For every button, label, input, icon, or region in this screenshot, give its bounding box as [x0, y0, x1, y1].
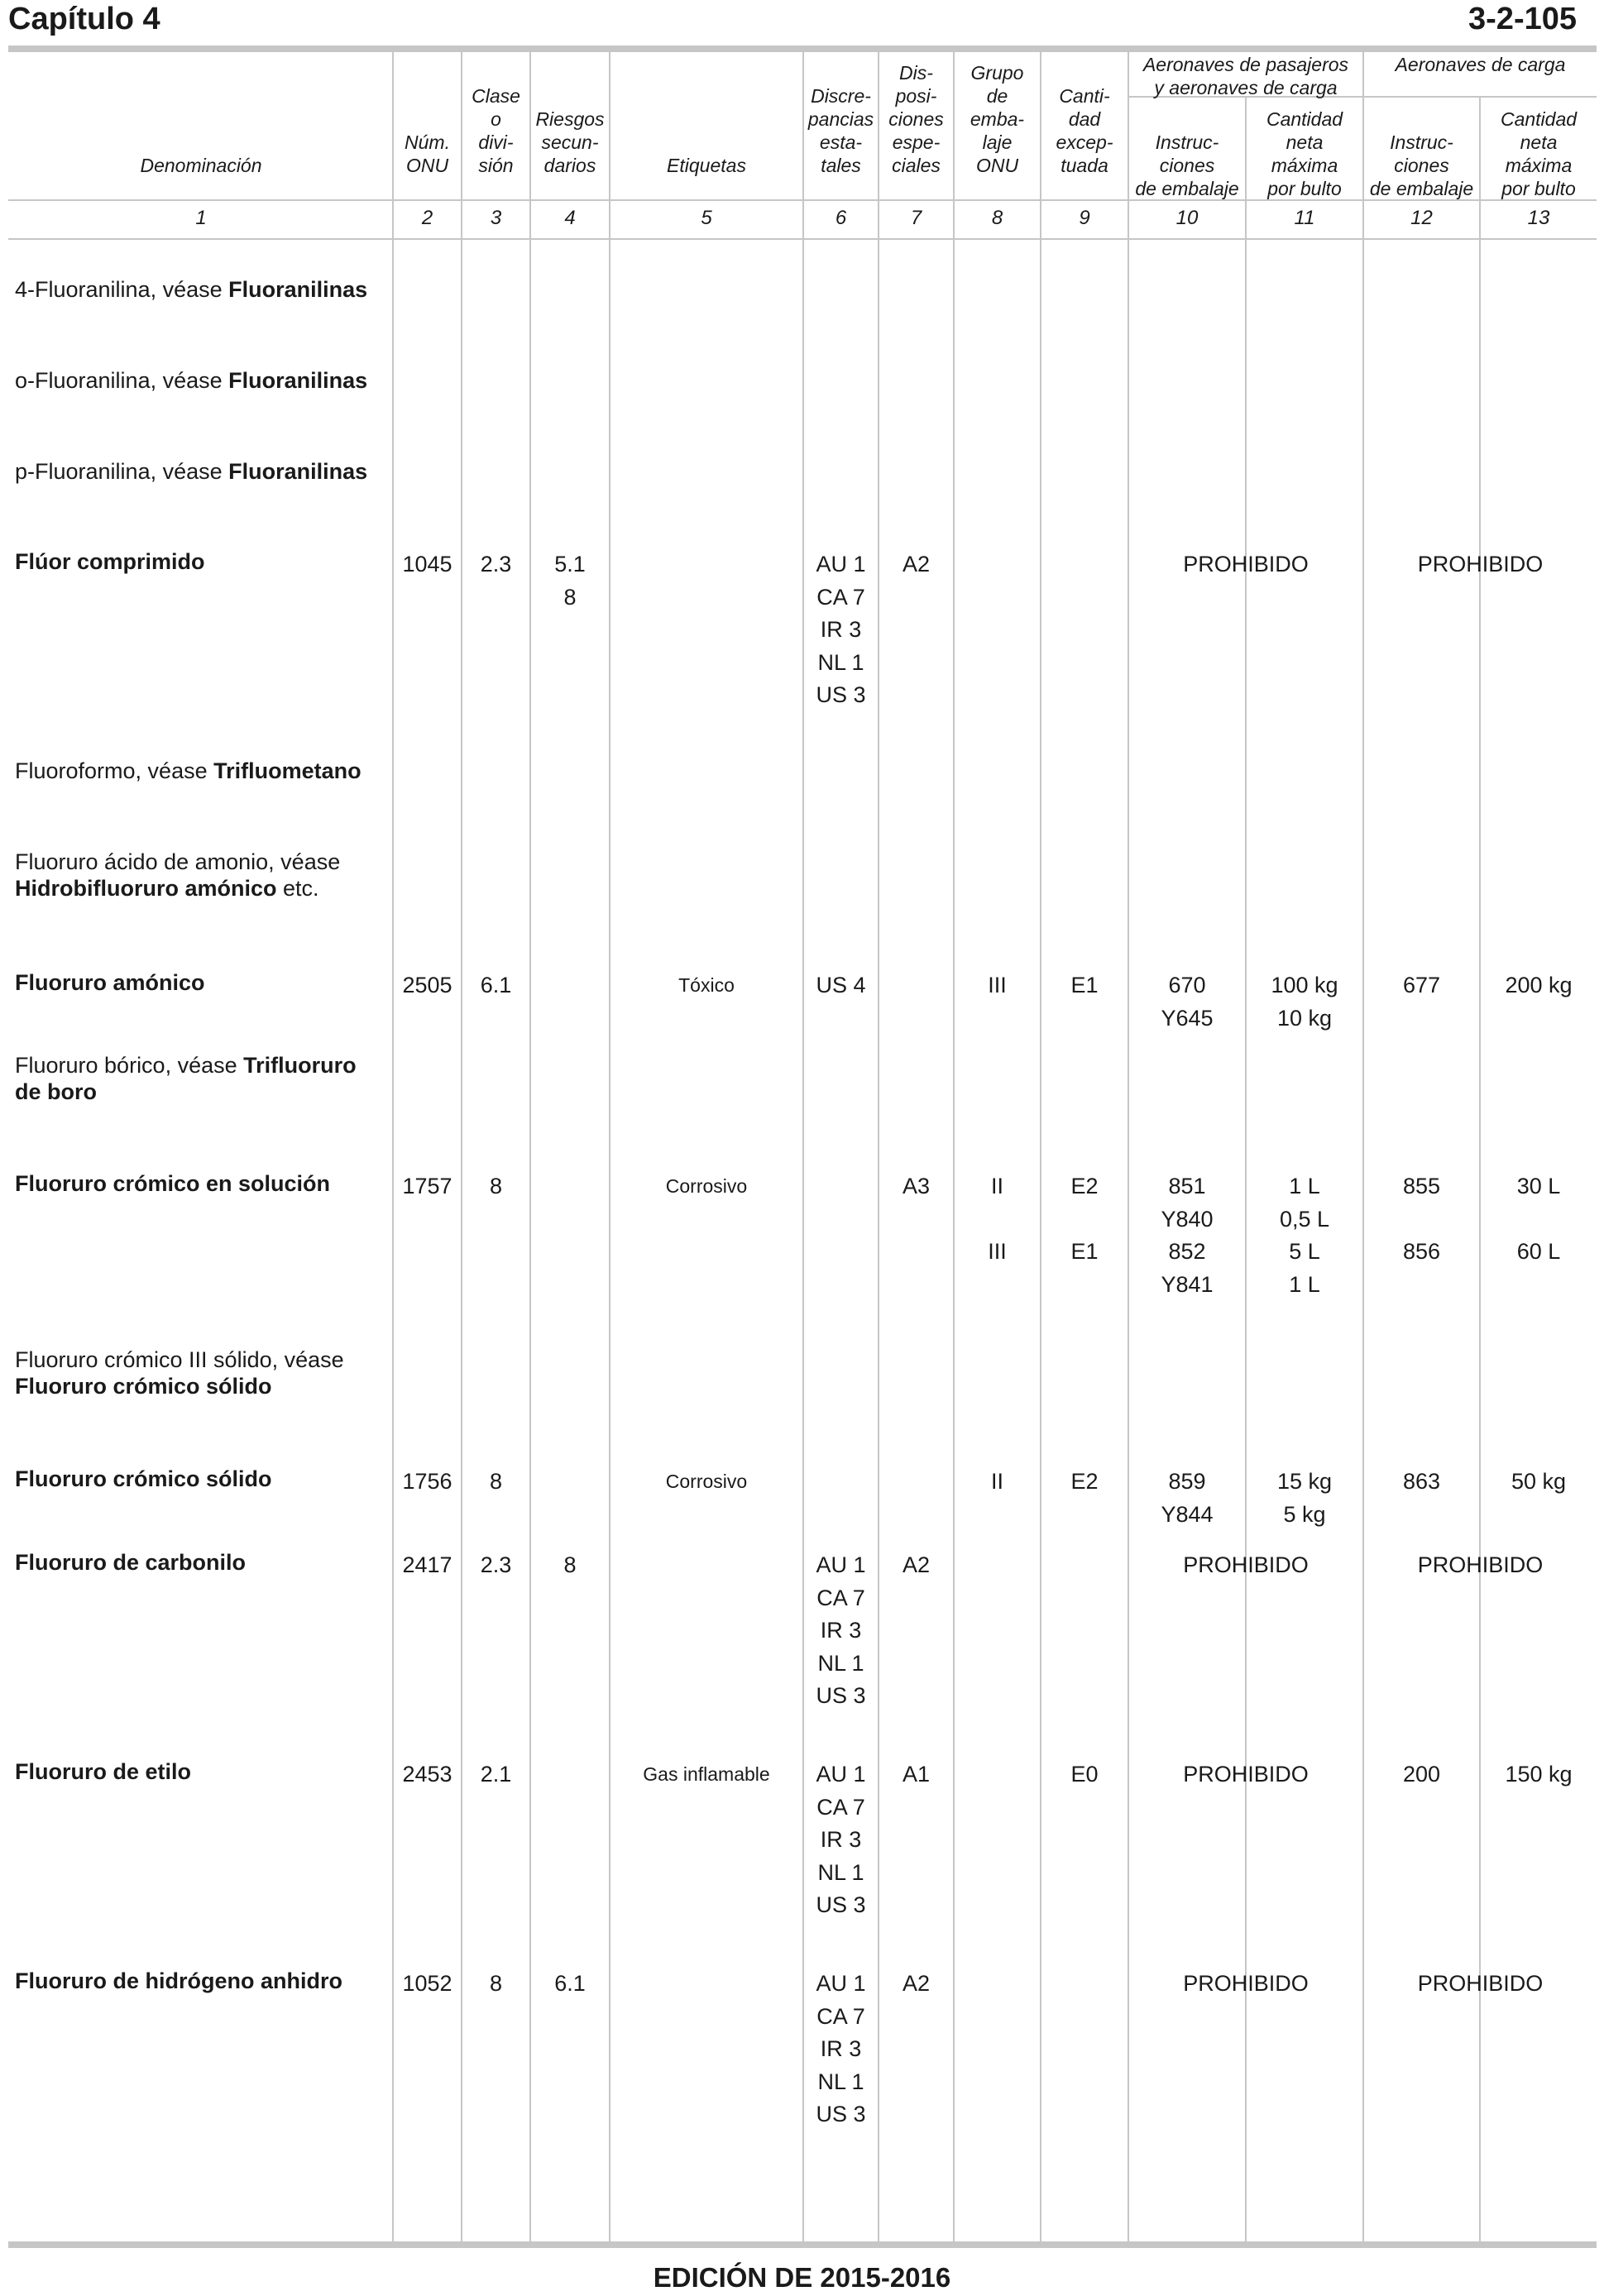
- pax-prohibited: PROHIBIDO: [1183, 1971, 1309, 1996]
- entry-name: p-Fluoranilina, véase Fluoranilinas: [15, 459, 368, 484]
- entry-name: Fluoruro de hidrógeno anhidro: [15, 1968, 342, 1993]
- cargo-packing-instruction: 863: [1402, 1469, 1441, 1494]
- column-number: 13: [1527, 207, 1550, 229]
- column-number: 8: [991, 207, 1003, 229]
- column-number: 3: [490, 207, 502, 229]
- header-secondary-risks: Riesgos secun- darios: [535, 108, 605, 176]
- un-number: 1045: [402, 552, 452, 576]
- un-number: 2417: [402, 1552, 452, 1577]
- pax-packing-instruction: 859 Y844: [1161, 1469, 1214, 1527]
- header-special-provisions: Dis- posi- ciones espe- ciales: [888, 62, 944, 176]
- hazard-label: Corrosivo: [665, 1175, 748, 1197]
- header-pax-max-net-quantity: Cantidad neta máxima por bulto: [1266, 108, 1343, 199]
- entry-name: Fluoruro crómico sólido: [15, 1466, 272, 1491]
- hazard-class: 8: [489, 1469, 503, 1494]
- hazard-class: 8: [489, 1971, 503, 1996]
- column-number: 5: [701, 207, 712, 229]
- state-variations: US 4: [816, 973, 866, 997]
- special-provisions: A2: [902, 552, 931, 576]
- packing-group: II III: [988, 1174, 1007, 1264]
- entry-name: Fluoruro crómico en solución: [15, 1171, 331, 1196]
- hazard-class: 2.1: [480, 1762, 512, 1787]
- pax-max-quantity: 15 kg 5 kg: [1276, 1469, 1333, 1527]
- col-divider: [461, 51, 462, 2245]
- col-divider: [1128, 51, 1129, 2245]
- column-number: 6: [835, 207, 847, 229]
- hazard-label: Tóxico: [678, 974, 735, 996]
- col-divider: [529, 51, 531, 2245]
- entry-name: Fluoruro de etilo: [15, 1759, 191, 1784]
- packing-group: III: [988, 973, 1007, 997]
- secondary-risk: 5.1 8: [554, 552, 586, 610]
- column-number: 9: [1079, 207, 1090, 229]
- column-number: 2: [421, 207, 433, 229]
- bottom-rule: [8, 2241, 1597, 2248]
- cargo-max-quantity: 30 L 60 L: [1516, 1174, 1561, 1264]
- group-passenger-aircraft: Aeronaves de pasajeros y aeronaves de carga: [1142, 54, 1349, 98]
- un-number: 1052: [402, 1971, 452, 1996]
- pax-packing-instruction: 670 Y645: [1161, 973, 1214, 1031]
- hazard-class: 8: [489, 1174, 503, 1198]
- excepted-quantity: E2: [1070, 1469, 1099, 1494]
- page-reference: 3-2-105: [1468, 2, 1577, 36]
- col-divider: [392, 51, 394, 2245]
- excepted-quantity: E2 E1: [1070, 1174, 1099, 1264]
- entry-name: Fluoruro bórico, véase Trifluoruro de boro: [15, 1053, 357, 1104]
- header-labels: Etiquetas: [667, 155, 746, 176]
- pax-prohibited: PROHIBIDO: [1183, 1762, 1309, 1787]
- edition-footer: EDICIÓN DE 2015-2016: [653, 2262, 951, 2293]
- hazard-class: 6.1: [480, 973, 512, 997]
- cargo-prohibited: PROHIBIDO: [1417, 1552, 1544, 1577]
- special-provisions: A2: [902, 1971, 931, 1996]
- entry-name: Fluoruro de carbonilo: [15, 1550, 247, 1575]
- state-variations: AU 1 CA 7 IR 3 NL 1 US 3: [816, 1762, 866, 1917]
- state-variations: AU 1 CA 7 IR 3 NL 1 US 3: [816, 1971, 866, 2126]
- column-number: 12: [1410, 207, 1433, 229]
- un-number: 2505: [402, 973, 452, 997]
- secondary-risk: 6.1: [554, 1971, 586, 1996]
- group-cargo-aircraft: Aeronaves de carga: [1395, 54, 1566, 75]
- cargo-packing-instruction: 200: [1402, 1762, 1441, 1787]
- header-state-variations: Discre- pancias esta- tales: [807, 85, 874, 176]
- entry-name: Fluoruro crómico III sólido, véase Fluoruro crómico sólido: [15, 1347, 344, 1399]
- hazard-class: 2.3: [480, 1552, 512, 1577]
- cargo-packing-instruction: 677: [1402, 973, 1441, 997]
- col-divider: [953, 51, 955, 2245]
- hazard-class: 2.3: [480, 552, 512, 576]
- col-divider: [1040, 51, 1041, 2245]
- entry-name: 4-Fluoranilina, véase Fluoranilinas: [15, 277, 368, 302]
- entry-name: Flúor comprimido: [15, 549, 205, 574]
- pax-prohibited: PROHIBIDO: [1183, 552, 1309, 576]
- header-un-number: Núm. ONU: [405, 132, 450, 176]
- cargo-max-quantity: 50 kg: [1511, 1469, 1567, 1494]
- excepted-quantity: E0: [1070, 1762, 1099, 1787]
- entry-name: Fluoruro amónico: [15, 970, 205, 995]
- column-number: 10: [1175, 207, 1199, 229]
- state-variations: AU 1 CA 7 IR 3 NL 1 US 3: [816, 1552, 866, 1708]
- column-number: 1: [195, 207, 207, 229]
- column-number: 4: [564, 207, 576, 229]
- special-provisions: A2: [902, 1552, 931, 1577]
- col-divider: [878, 51, 879, 2245]
- col-divider: [609, 51, 610, 2245]
- page-header: [0, 0, 1604, 50]
- header-denominacion: Denominación: [140, 155, 262, 176]
- hazard-label: Gas inflamable: [643, 1763, 770, 1785]
- header-class: Clase o divi- sión: [472, 85, 520, 176]
- un-number: 1757: [402, 1174, 452, 1198]
- cargo-max-quantity: 150 kg: [1505, 1762, 1573, 1787]
- cargo-prohibited: PROHIBIDO: [1417, 1971, 1544, 1996]
- state-variations: AU 1 CA 7 IR 3 NL 1 US 3: [816, 552, 866, 707]
- special-provisions: A3: [902, 1174, 931, 1198]
- pax-max-quantity: 1 L 0,5 L 5 L 1 L: [1279, 1174, 1330, 1297]
- excepted-quantity: E1: [1070, 973, 1099, 997]
- cargo-packing-instruction: 855 856: [1402, 1174, 1441, 1264]
- pax-packing-instruction: 851 Y840 852 Y841: [1161, 1174, 1214, 1297]
- secondary-risk: 8: [563, 1552, 577, 1577]
- cargo-max-quantity: 200 kg: [1505, 973, 1573, 997]
- chapter-title: Capítulo 4: [8, 2, 160, 36]
- header-pax-packing-instructions: Instruc- ciones de embalaje: [1135, 132, 1239, 199]
- column-number-rule: [8, 238, 1597, 240]
- pax-prohibited: PROHIBIDO: [1183, 1552, 1309, 1577]
- special-provisions: A1: [902, 1762, 931, 1787]
- pax-max-quantity: 100 kg 10 kg: [1271, 973, 1338, 1031]
- column-number: 11: [1294, 207, 1315, 229]
- header-excepted-quantity: Canti- dad excep- tuada: [1056, 85, 1113, 176]
- col-divider: [1362, 51, 1364, 2245]
- entry-name: o-Fluoranilina, véase Fluoranilinas: [15, 368, 368, 393]
- header-cargo-max-net-quantity: Cantidad neta máxima por bulto: [1500, 108, 1578, 199]
- header-packing-group: Grupo de emba- laje ONU: [970, 62, 1025, 176]
- packing-group: II: [990, 1469, 1003, 1494]
- un-number: 2453: [402, 1762, 452, 1787]
- hazard-label: Corrosivo: [665, 1471, 748, 1492]
- entry-name: Fluoroformo, véase Trifluometano: [15, 758, 361, 783]
- cargo-prohibited: PROHIBIDO: [1417, 552, 1544, 576]
- header-cargo-packing-instructions: Instruc- ciones de embalaje: [1369, 132, 1474, 199]
- un-number: 1756: [402, 1469, 452, 1494]
- entry-name: Fluoruro ácido de amonio, véase Hidrobifluoruro amónico etc.: [15, 849, 341, 901]
- column-number: 7: [910, 207, 922, 229]
